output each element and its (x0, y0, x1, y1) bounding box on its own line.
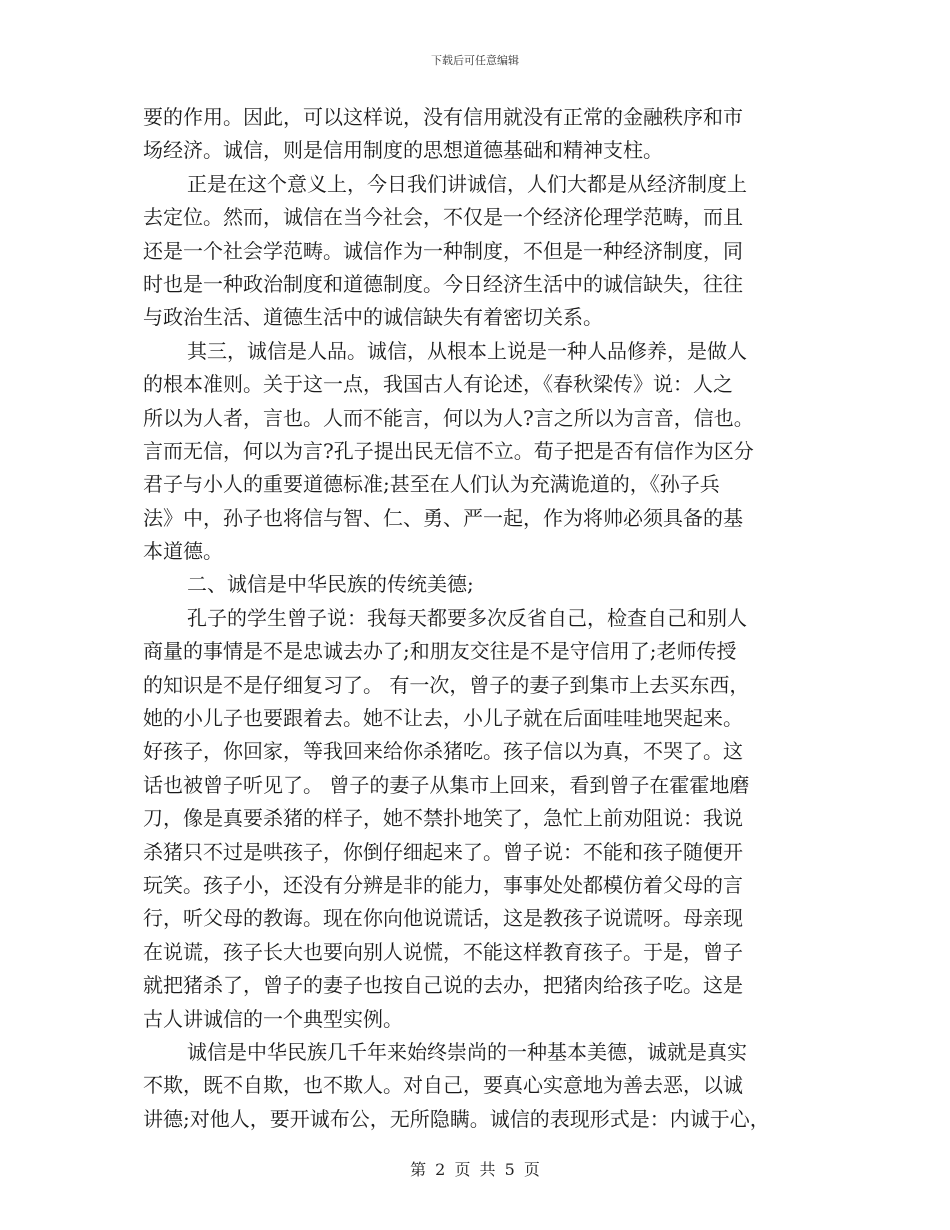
text-line: 二、诚信是中华民族的传统美德; (187, 572, 474, 597)
text-line: 不欺，既不自欺，也不欺人。对自己，要真心实意地为善去恶，以诚 (143, 1073, 743, 1098)
text-line: 就把猪杀了，曾子的妻子也按自己说的去办，把猪肉给孩子吃。这是 (143, 973, 743, 998)
page-header: 下载后可任意编辑 (431, 54, 519, 67)
text-line: 去定位。然而，诚信在当今社会，不仅是一个经济伦理学范畴，而且 (143, 205, 743, 230)
text-line: 的根本准则。关于这一点，我国古人有论述，《春秋梁传》说：人之 (143, 372, 733, 397)
page-footer: 第 2 页 共 5 页 (410, 1160, 540, 1179)
text-line: 要的作用。因此，可以这样说，没有信用就没有正常的金融秩序和市 (143, 105, 743, 129)
text-line: 好孩子，你回家，等我回来给你杀猪吃。孩子信以为真，不哭了。这 (143, 739, 743, 764)
text-line: 话也被曾子听见了。 曾子的妻子从集市上回来，看到曾子在霍霍地磨 (143, 772, 750, 797)
text-line: 场经济。诚信，则是信用制度的思想道德基础和精神支柱。 (143, 138, 663, 163)
text-line: 与政治生活、道德生活中的诚信缺失有着密切关系。 (143, 305, 603, 330)
text-line: 所以为人者，言也。人而不能言，何以为人?言之所以为言音，信也。 (143, 405, 754, 430)
text-line: 还是一个社会学范畴。诚信作为一种制度，不但是一种经济制度，同 (143, 238, 743, 263)
text-line: 的知识是不是仔细复习了。 有一次，曾子的妻子到集市上去买东西， (143, 672, 750, 697)
text-line: 玩笑。孩子小，还没有分辨是非的能力，事事处处都模仿着父母的言 (143, 872, 743, 897)
text-line: 言而无信，何以为言?孔子提出民无信不立。荀子把是否有信作为区分 (143, 438, 754, 463)
text-line: 古人讲诚信的一个典型实例。 (143, 1006, 403, 1031)
text-line: 商量的事情是不是忠诚去办了;和朋友交往是不是守信用了;老师传授 (143, 639, 737, 664)
text-line: 在说谎，孩子长大也要向别人说慌，不能这样教育孩子。于是，曾子 (143, 939, 743, 964)
text-line: 正是在这个意义上，今日我们讲诚信，人们大都是从经济制度上 (187, 171, 747, 196)
text-line: 本道德。 (143, 539, 223, 564)
text-line: 诚信是中华民族几千年来始终崇尚的一种基本美德，诚就是真实 (187, 1039, 747, 1064)
text-line: 孔子的学生曾子说：我每天都要多次反省自己，检查自己和别人 (187, 605, 747, 630)
text-line: 君子与小人的重要道德标准;甚至在人们认为充满诡道的，《孙子兵 (143, 472, 720, 497)
text-line: 时也是一种政治制度和道德制度。今日经济生活中的诚信缺失，往往 (143, 271, 743, 296)
text-line: 讲德;对他人，要开诚布公，无所隐瞒。诚信的表现形式是：内诚于心， (143, 1106, 770, 1131)
text-line: 其三，诚信是人品。诚信，从根本上说是一种人品修养，是做人 (187, 338, 747, 363)
text-line: 行，听父母的教诲。现在你向他说谎话，这是教孩子说谎呀。母亲现 (143, 906, 743, 931)
text-line: 杀猪只不过是哄孩子，你倒仔细起来了。曾子说：不能和孩子随便开 (143, 839, 743, 864)
text-line: 法》中，孙子也将信与智、仁、勇、严一起，作为将帅必须具备的基 (143, 505, 743, 530)
document-body (143, 101, 809, 1136)
text-line: 刀，像是真要杀猪的样子，她不禁扑地笑了，急忙上前劝阻说：我说 (143, 806, 743, 831)
text-line: 她的小儿子也要跟着去。她不让去，小儿子就在后面哇哇地哭起来。 (143, 706, 743, 731)
